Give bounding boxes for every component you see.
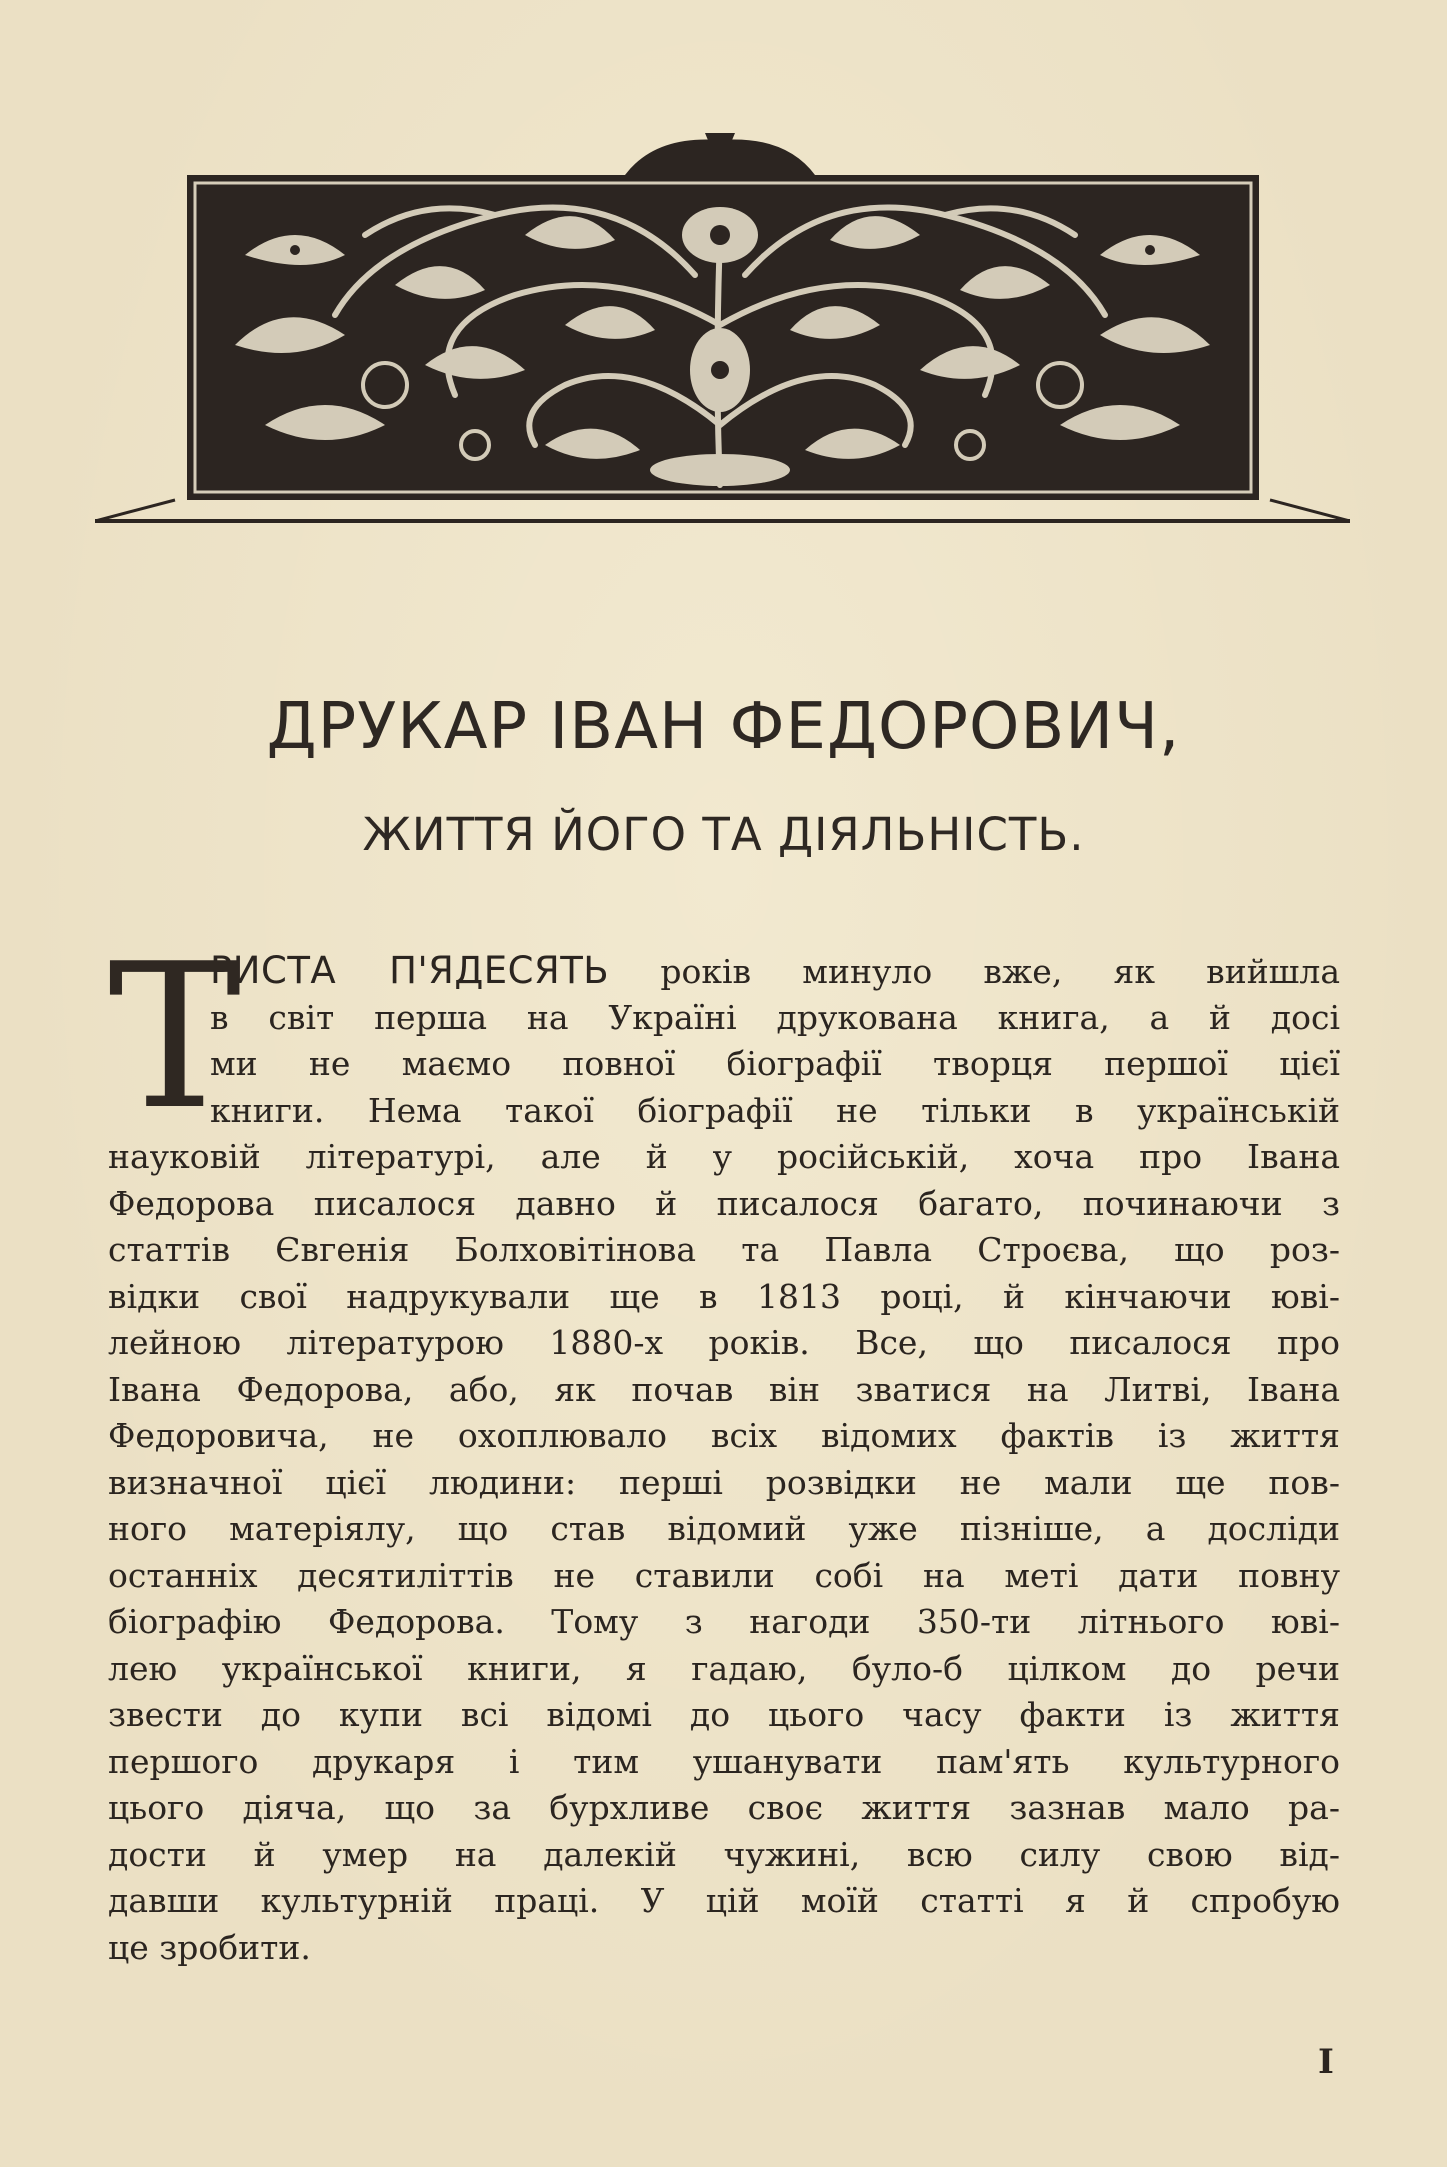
page-number: I [1318, 2042, 1334, 2082]
body-line: біографію Федорова. Тому з нагоди 350-ти літнього юві- [108, 1602, 1340, 1641]
body-line: Івана Федорова, або, як почав він зватися на Литві, Івана [108, 1369, 1340, 1409]
body-line: Федоровича, не охоплювало всіх відомих фактів із життя [108, 1416, 1340, 1455]
article-title: ДРУКАР ІВАН ФЕДОРОВИЧ, [266, 690, 1181, 764]
body-line: ми не маємо повної біографії творця першої цієї [210, 1044, 1340, 1083]
body-line-text: років минуло вже, як вийшла [609, 952, 1340, 991]
body-line: дости й умер на далекій чужині, всю силу свою від- [108, 1834, 1340, 1874]
body-line: Федорова писалося давно й писалося багато, починаючи з [108, 1183, 1340, 1223]
body-line: це зробити. [108, 1927, 311, 1967]
body-line [210, 948, 1340, 995]
body-line: в світ перша на Україні друкована книга, а й досі [210, 997, 1340, 1037]
article-body [108, 921, 1340, 1971]
body-line: ного матеріялу, що став відомий уже пізніше, а досліди [108, 1509, 1340, 1548]
article-subtitle: ЖИТТЯ ЙОГО ТА ДІЯЛЬНІСТЬ. [362, 808, 1085, 861]
body-line: науковій літературі, але й у російській, хоча про Івана [108, 1137, 1340, 1176]
body-line: звести до купи всі відомі до цього часу факти із життя [108, 1695, 1340, 1734]
drop-cap: Т [108, 921, 242, 1154]
body-line: лею української книги, я гадаю, було-б цілком до речи [108, 1648, 1340, 1688]
body-line: книги. Нема такої біографії не тільки в українській [210, 1090, 1340, 1130]
body-line: статтів Євгенія Болховітінова та Павла Строєва, що роз- [108, 1230, 1340, 1269]
lead-in: РИСТА П'ЯДЕСЯТЬ [210, 949, 610, 992]
body-line: визначної цієї людини: перші розвідки не мали ще пов- [108, 1462, 1340, 1502]
body-line: останніх десятиліттів не ставили собі на меті дати повну [108, 1555, 1340, 1595]
decorative-headpiece [95, 125, 1350, 530]
body-line: цього діяча, що за бурхливе своє життя зазнав мало ра- [108, 1788, 1340, 1827]
body-line: лейною літературою 1880-х років. Все, що писалося про [108, 1323, 1340, 1362]
body-line: першого друкаря і тим ушанувати пам'ять культурного [108, 1741, 1340, 1781]
body-line: давши культурній праці. У цій моїй статті я й спробую [108, 1881, 1340, 1920]
body-line: відки свої надрукували ще в 1813 році, й кінчаючи юві- [108, 1276, 1340, 1316]
